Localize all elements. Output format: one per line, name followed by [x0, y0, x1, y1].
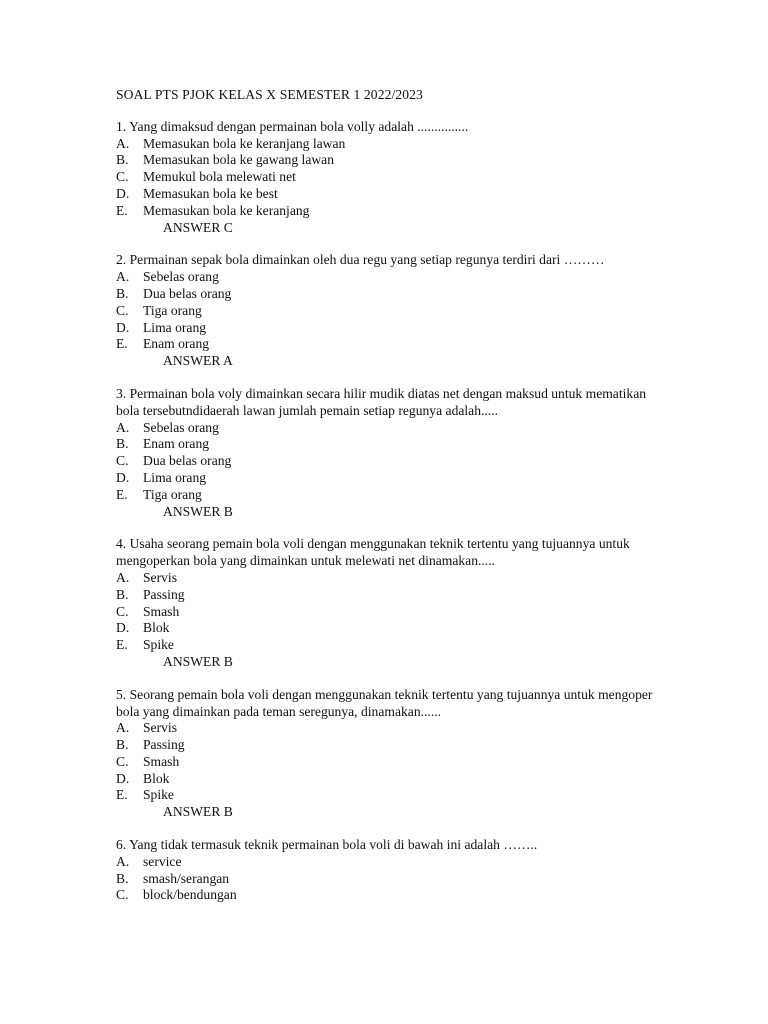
option-c — [116, 303, 768, 320]
option-text: Spike — [143, 637, 174, 653]
option-text: Enam orang — [143, 436, 210, 452]
option-a — [116, 420, 768, 437]
question-text: 5. Seorang pemain bola voli dengan menggunakan teknik tertentu yang tujuannya untuk mengoper bola yang dimainkan pada teman seregunya, dinamakan...... — [116, 686, 653, 719]
question-6 — [116, 837, 768, 904]
option-text: Spike — [143, 787, 174, 803]
option-b — [116, 587, 768, 604]
option-text: Dua belas orang — [143, 285, 232, 301]
option-b — [116, 737, 768, 754]
option-letter: C. — [116, 169, 129, 185]
option-letter: B. — [116, 285, 129, 301]
option-e — [116, 487, 768, 504]
option-text: Sebelas orang — [143, 419, 219, 435]
option-e — [116, 787, 768, 804]
answer-key: ANSWER B — [163, 653, 233, 669]
option-a — [116, 854, 768, 871]
option-letter: E. — [116, 202, 128, 218]
answer-key: ANSWER C — [163, 219, 233, 235]
option-a — [116, 720, 768, 737]
answer-key: ANSWER A — [163, 353, 233, 369]
option-text: Passing — [143, 737, 185, 753]
option-letter: E. — [116, 787, 128, 803]
question-text: 2. Permainan sepak bola dimainkan oleh dua regu yang setiap regunya terdiri dari ……… — [116, 252, 605, 268]
option-text: Memukul bola melewati net — [143, 169, 296, 185]
option-text: smash/serangan — [143, 870, 230, 886]
option-d — [116, 771, 768, 788]
option-b — [116, 152, 768, 169]
option-letter: D. — [116, 319, 130, 335]
option-c — [116, 754, 768, 771]
option-text: Dua belas orang — [143, 453, 232, 469]
option-letter: C. — [116, 603, 129, 619]
option-text: Memasukan bola ke keranjang lawan — [143, 135, 346, 151]
option-letter: B. — [116, 436, 129, 452]
option-text: Blok — [143, 770, 170, 786]
question-5 — [116, 687, 768, 821]
option-letter: C. — [116, 302, 129, 318]
option-letter: D. — [116, 185, 130, 201]
option-letter: A. — [116, 853, 130, 869]
answer-key: ANSWER B — [163, 804, 233, 820]
option-letter: B. — [116, 586, 129, 602]
option-a — [116, 269, 768, 286]
option-text: Blok — [143, 620, 170, 636]
option-e — [116, 336, 768, 353]
option-text: Servis — [143, 569, 177, 585]
option-letter: B. — [116, 152, 129, 168]
option-letter: D. — [116, 770, 130, 786]
options-list — [116, 570, 768, 654]
option-text: block/bendungan — [143, 887, 237, 903]
question-4 — [116, 536, 768, 670]
option-text: Memasukan bola ke gawang lawan — [143, 152, 335, 168]
option-b — [116, 286, 768, 303]
option-letter: E. — [116, 637, 128, 653]
option-letter: A. — [116, 419, 130, 435]
page-title: SOAL PTS PJOK KELAS X SEMESTER 1 2022/2023 — [116, 87, 423, 102]
option-letter: A. — [116, 569, 130, 585]
option-text: Passing — [143, 586, 185, 602]
option-text: Lima orang — [143, 319, 207, 335]
option-letter: E. — [116, 336, 128, 352]
option-letter: C. — [116, 453, 129, 469]
question-text: 4. Usaha seorang pemain bola voli dengan menggunakan teknik tertentu yang tujuannya untuk mengoperkan bola yang dimainkan untuk melewati net dinamakan..... — [116, 536, 630, 569]
option-c — [116, 453, 768, 470]
option-c — [116, 169, 768, 186]
option-letter: A. — [116, 269, 130, 285]
option-letter: D. — [116, 620, 130, 636]
option-text: Tiga orang — [143, 302, 202, 318]
options-list — [116, 720, 768, 804]
option-a — [116, 570, 768, 587]
option-letter: A. — [116, 720, 130, 736]
option-d — [116, 186, 768, 203]
options-list — [116, 420, 768, 504]
option-c — [116, 887, 768, 904]
question-3 — [116, 386, 768, 520]
option-text: Memasukan bola ke keranjang — [143, 202, 310, 218]
option-d — [116, 620, 768, 637]
option-d — [116, 470, 768, 487]
option-d — [116, 320, 768, 337]
option-text: service — [143, 853, 182, 869]
option-b — [116, 436, 768, 453]
option-e — [116, 637, 768, 654]
question-text: 3. Permainan bola voly dimainkan secara hilir mudik diatas net dengan maksud untuk mematikan bola tersebutndidaerah lawan jumlah pemain setiap regunya adalah..... — [116, 385, 647, 418]
option-letter: E. — [116, 486, 128, 502]
options-list — [116, 269, 768, 353]
option-letter: D. — [116, 469, 130, 485]
question-1 — [116, 119, 768, 237]
option-letter: B. — [116, 737, 129, 753]
options-list — [116, 854, 768, 904]
option-letter: C. — [116, 887, 129, 903]
option-text: Memasukan bola ke best — [143, 185, 278, 201]
question-2 — [116, 252, 768, 370]
option-text: Lima orang — [143, 469, 207, 485]
question-text: 6. Yang tidak termasuk teknik permainan bola voli di bawah ini adalah …….. — [116, 837, 538, 853]
options-list — [116, 136, 768, 220]
option-c — [116, 604, 768, 621]
option-text: Smash — [143, 603, 180, 619]
option-text: Tiga orang — [143, 486, 202, 502]
question-text: 1. Yang dimaksud dengan permainan bola volly adalah ............... — [116, 118, 469, 134]
option-e — [116, 203, 768, 220]
option-b — [116, 871, 768, 888]
option-letter: B. — [116, 870, 129, 886]
option-text: Sebelas orang — [143, 269, 219, 285]
option-letter: C. — [116, 753, 129, 769]
option-text: Enam orang — [143, 336, 210, 352]
answer-key: ANSWER B — [163, 503, 233, 519]
option-text: Smash — [143, 753, 180, 769]
option-text: Servis — [143, 720, 177, 736]
option-letter: A. — [116, 135, 130, 151]
option-a — [116, 136, 768, 153]
